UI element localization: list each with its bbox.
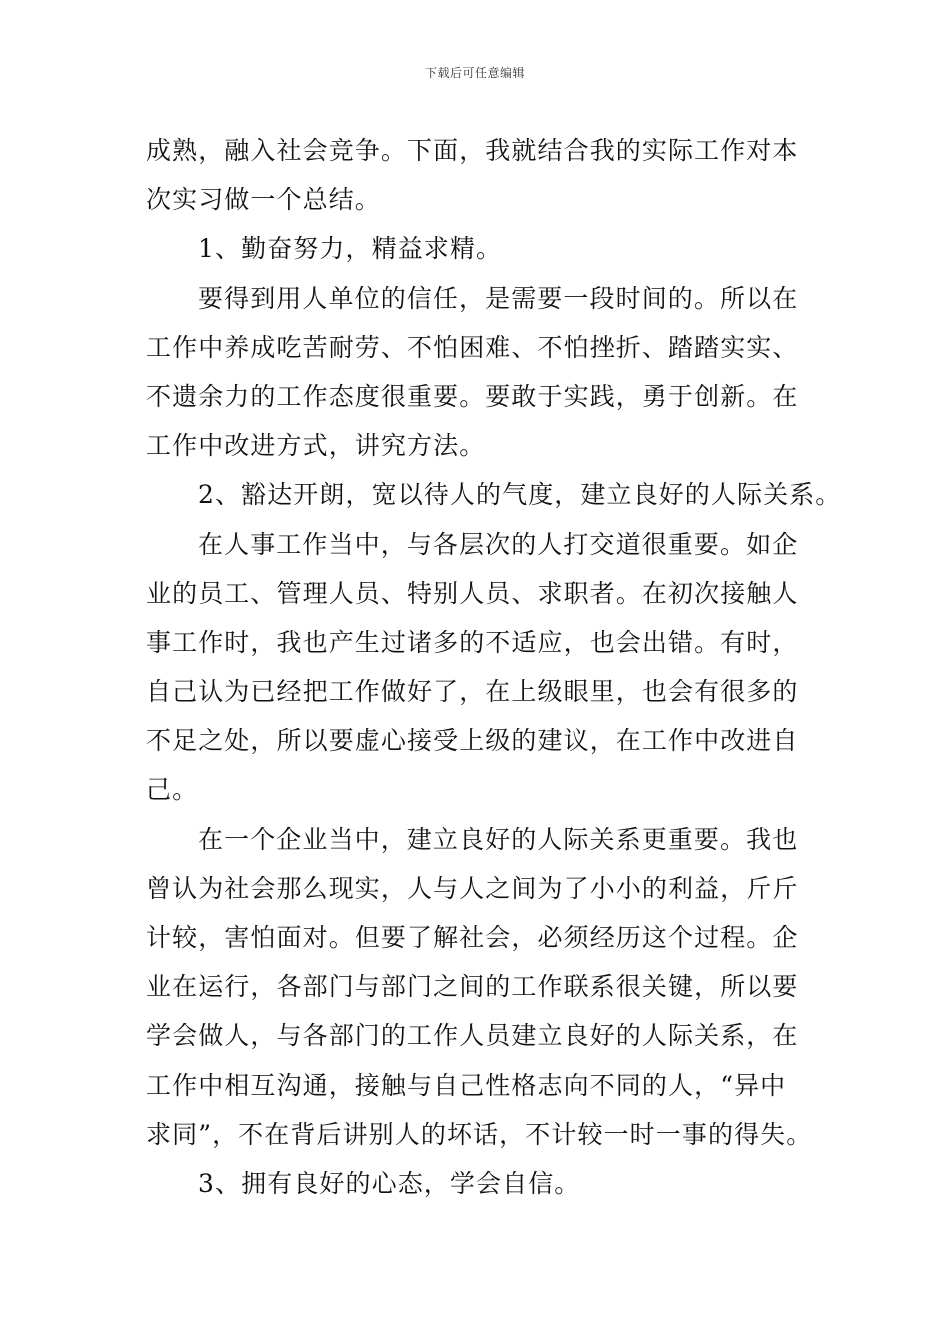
- section-heading-3: 3、拥有良好的心态，学会自信。: [198, 1168, 581, 1198]
- text-line: 要得到用人单位的信任，是需要一段时间的。所以在: [198, 283, 799, 313]
- text-line: 工作中改进方式，讲究方法。: [146, 431, 486, 461]
- text-line: 工作中相互沟通，接触与自己性格志向不同的人，“异中: [146, 1070, 787, 1100]
- page-header: 下载后可任意编辑: [424, 66, 525, 80]
- text-line: 成熟，融入社会竞争。下面，我就结合我的实际工作对本: [146, 136, 799, 165]
- text-line: 业在运行，各部门与部门之间的工作联系很关键，所以要: [146, 972, 799, 1002]
- text-line: 业的员工、管理人员、特别人员、求职者。在初次接触人: [146, 578, 799, 608]
- text-line: 在人事工作当中，与各层次的人打交道很重要。如企: [198, 529, 799, 559]
- text-line: 曾认为社会那么现实，人与人之间为了小小的利益，斤斤: [146, 873, 799, 903]
- section-heading-2: 2、豁达开朗，宽以待人的气度，建立良好的人际关系。: [198, 480, 842, 510]
- text-line: 在一个企业当中，建立良好的人际关系更重要。我也: [198, 824, 799, 854]
- text-line: 不足之处，所以要虚心接受上级的建议，在工作中改进自: [146, 726, 799, 756]
- document-body: [146, 126, 842, 1208]
- text-line: 事工作时，我也产生过诸多的不适应，也会出错。有时，: [146, 627, 799, 657]
- section-heading-1: 1、勤奋努力，精益求精。: [198, 234, 503, 264]
- text-line: 学会做人，与各部门的工作人员建立良好的人际关系，在: [146, 1021, 799, 1051]
- text-line: 计较，害怕面对。但要了解社会，必须经历这个过程。企: [146, 923, 799, 952]
- text-line: 己。: [146, 775, 199, 805]
- text-line: 工作中养成吃苦耐劳、不怕困难、不怕挫折、踏踏实实、: [146, 332, 799, 362]
- text-line: 自己认为已经把工作做好了，在上级眼里，也会有很多的: [146, 677, 799, 707]
- text-line: 求同”，不在背后讲别人的坏话，不计较一时一事的得失。: [146, 1119, 813, 1149]
- text-line: 不遗余力的工作态度很重要。要敢于实践，勇于创新。在: [146, 381, 799, 411]
- text-line: 次实习做一个总结。: [146, 185, 381, 215]
